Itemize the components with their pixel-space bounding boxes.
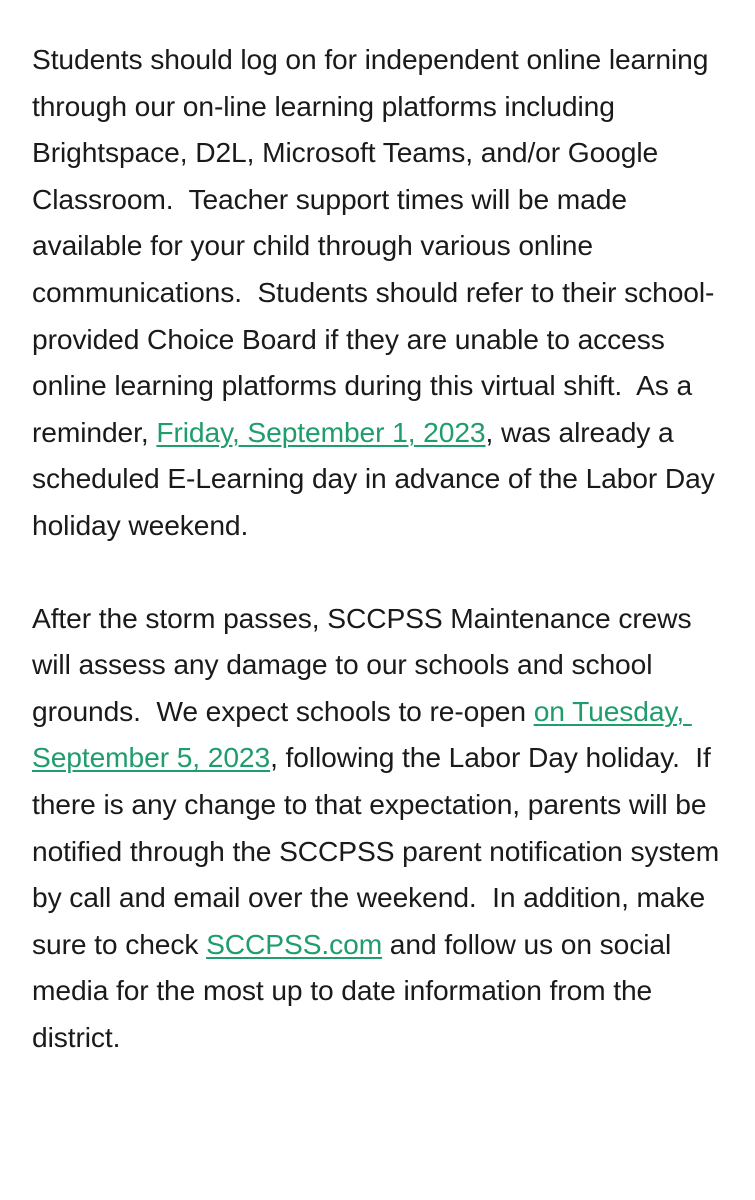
tuesday-september-5-link[interactable]: on Tuesday, September 5, 2023 [32,694,692,774]
paragraph-2-text-end: and follow us on social media for the most up to date information from the district. [32,927,679,1053]
article-body [32,36,732,1060]
sccpss-website-link[interactable]: SCCPSS.com [206,927,383,960]
paragraph-1-text-start: Students should log on for independent online learning through our on-line learning platforms including Brightspace, D2L, Microsoft Teams, and/or Google Classroom. Teacher support times will be made available for your child through various online communications. Students should refer to their school-provided Choice Board if they are unable to access online learning platforms during this virtual shift. As a reminder, [32,43,717,448]
paragraph-2-text-middle: , following the Labor Day holiday. If there is any change to that expectation, parents will be notified through the SCCPSS parent notification system by call and email over the weekend. In addition, make sure to check [32,741,727,960]
paragraph-online-learning [32,36,732,549]
paragraph-after-storm [32,595,732,1061]
friday-september-1-link[interactable]: Friday, September 1, 2023 [156,415,486,448]
paragraph-2-text-start: After the storm passes, SCCPSS Maintenance crews will assess any damage to our schools and school grounds. We expect schools to re-open [32,601,700,727]
paragraph-1-text-end: , was already a scheduled E-Learning day in advance of the Labor Day holiday weekend. [32,415,723,541]
